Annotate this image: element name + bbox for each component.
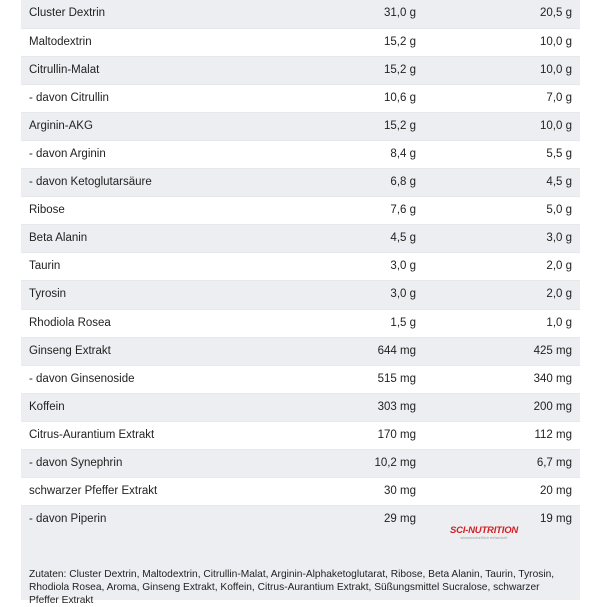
nutrient-amount-per-100g: 4,5 g — [276, 225, 416, 253]
nutrient-amount-per-100g: 3,0 g — [276, 281, 416, 309]
nutrient-amount-per-serving: 2,0 g — [416, 281, 580, 309]
nutrient-amount-per-serving: 10,0 g — [416, 28, 580, 56]
nutrient-amount-per-serving: 5,5 g — [416, 140, 580, 168]
nutrient-amount-per-serving: 20 mg — [416, 478, 580, 506]
table-row — [21, 84, 580, 112]
table-row — [21, 140, 580, 168]
nutrient-amount-per-100g: 644 mg — [276, 337, 416, 365]
nutrient-amount-per-serving: 10,0 g — [416, 56, 580, 84]
nutrient-amount-per-serving: 340 mg — [416, 365, 580, 393]
nutrient-amount-per-100g: 7,6 g — [276, 197, 416, 225]
nutrient-amount-per-serving: 10,0 g — [416, 112, 580, 140]
nutrient-name: - davon Arginin — [21, 140, 276, 168]
nutrient-name: - davon Piperin — [21, 506, 276, 534]
table-row — [21, 169, 580, 197]
table-row — [21, 450, 580, 478]
nutrient-name: Beta Alanin — [21, 225, 276, 253]
table-row — [21, 225, 580, 253]
table-row — [21, 393, 580, 421]
nutrient-name: Maltodextrin — [21, 28, 276, 56]
nutrient-name: Arginin-AKG — [21, 112, 276, 140]
nutrient-amount-per-100g: 3,0 g — [276, 253, 416, 281]
nutrient-name: - davon Citrullin — [21, 84, 276, 112]
brand-logo-tagline: wissenschaftlich entwickelt — [460, 536, 508, 540]
table-row — [21, 281, 580, 309]
nutrient-name: Ginseng Extrakt — [21, 337, 276, 365]
table-row — [21, 337, 580, 365]
nutrition-table-container — [21, 0, 580, 562]
nutrient-name: - davon Ketoglutarsäure — [21, 169, 276, 197]
nutrient-amount-per-serving: 7,0 g — [416, 84, 580, 112]
nutrient-name: Tyrosin — [21, 281, 276, 309]
nutrient-amount-per-100g: 10,2 mg — [276, 450, 416, 478]
nutrient-amount-per-100g: 1,5 g — [276, 309, 416, 337]
nutrient-amount-per-100g: 30 mg — [276, 478, 416, 506]
nutrient-amount-per-100g: 29 mg — [276, 506, 416, 534]
table-row — [21, 309, 580, 337]
nutrient-amount-per-100g: 15,2 g — [276, 28, 416, 56]
nutrient-amount-per-serving: 3,0 g — [416, 225, 580, 253]
nutrient-name: Koffein — [21, 393, 276, 421]
table-row — [21, 112, 580, 140]
nutrient-name: Cluster Dextrin — [21, 0, 276, 28]
nutrient-name: Ribose — [21, 197, 276, 225]
table-row — [21, 0, 580, 28]
nutrient-name: schwarzer Pfeffer Extrakt — [21, 478, 276, 506]
nutrient-amount-per-serving: 6,7 mg — [416, 450, 580, 478]
nutrient-name: - davon Synephrin — [21, 450, 276, 478]
nutrient-name: Citrus-Aurantium Extrakt — [21, 421, 276, 449]
nutrient-amount-per-serving: 1,0 g — [416, 309, 580, 337]
nutrient-amount-per-serving: 2,0 g — [416, 253, 580, 281]
nutrition-table — [21, 0, 580, 534]
nutrient-amount-per-100g: 515 mg — [276, 365, 416, 393]
nutrition-table-body — [21, 0, 580, 534]
nutrient-name: Citrullin-Malat — [21, 56, 276, 84]
brand-logo — [449, 526, 519, 542]
table-row — [21, 421, 580, 449]
nutrient-amount-per-serving: 19 mg — [416, 506, 580, 534]
nutrient-amount-per-serving: 5,0 g — [416, 197, 580, 225]
nutrient-name: Rhodiola Rosea — [21, 309, 276, 337]
table-row — [21, 253, 580, 281]
nutrient-name: Taurin — [21, 253, 276, 281]
table-row — [21, 478, 580, 506]
table-row — [21, 197, 580, 225]
nutrient-amount-per-100g: 31,0 g — [276, 0, 416, 28]
table-row — [21, 28, 580, 56]
nutrient-amount-per-serving: 200 mg — [416, 393, 580, 421]
nutrient-name: - davon Ginsenoside — [21, 365, 276, 393]
nutrient-amount-per-100g: 6,8 g — [276, 169, 416, 197]
table-row — [21, 365, 580, 393]
nutrient-amount-per-100g: 303 mg — [276, 393, 416, 421]
nutrient-amount-per-serving: 425 mg — [416, 337, 580, 365]
nutrient-amount-per-serving: 20,5 g — [416, 0, 580, 28]
nutrient-amount-per-serving: 4,5 g — [416, 169, 580, 197]
table-row — [21, 56, 580, 84]
nutrient-amount-per-100g: 15,2 g — [276, 56, 416, 84]
nutrient-amount-per-100g: 15,2 g — [276, 112, 416, 140]
ingredients-text: Zutaten: Cluster Dextrin, Maltodextrin, Citrullin-Malat, Arginin-Alphaketoglutarat, Ribose, Beta Alanin, Taurin, Tyrosin, Rhodiola Rosea, Aroma, Ginseng Extrakt, Koffein, Citrus-Aurantium Extrakt, Süßungsmittel Sucralose, schwarzer Pfeffer Extrakt — [21, 562, 580, 600]
nutrient-amount-per-serving: 112 mg — [416, 421, 580, 449]
nutrient-amount-per-100g: 8,4 g — [276, 140, 416, 168]
nutrient-amount-per-100g: 10,6 g — [276, 84, 416, 112]
nutrient-amount-per-100g: 170 mg — [276, 421, 416, 449]
brand-logo-text: SCI-NUTRITION — [449, 525, 519, 536]
